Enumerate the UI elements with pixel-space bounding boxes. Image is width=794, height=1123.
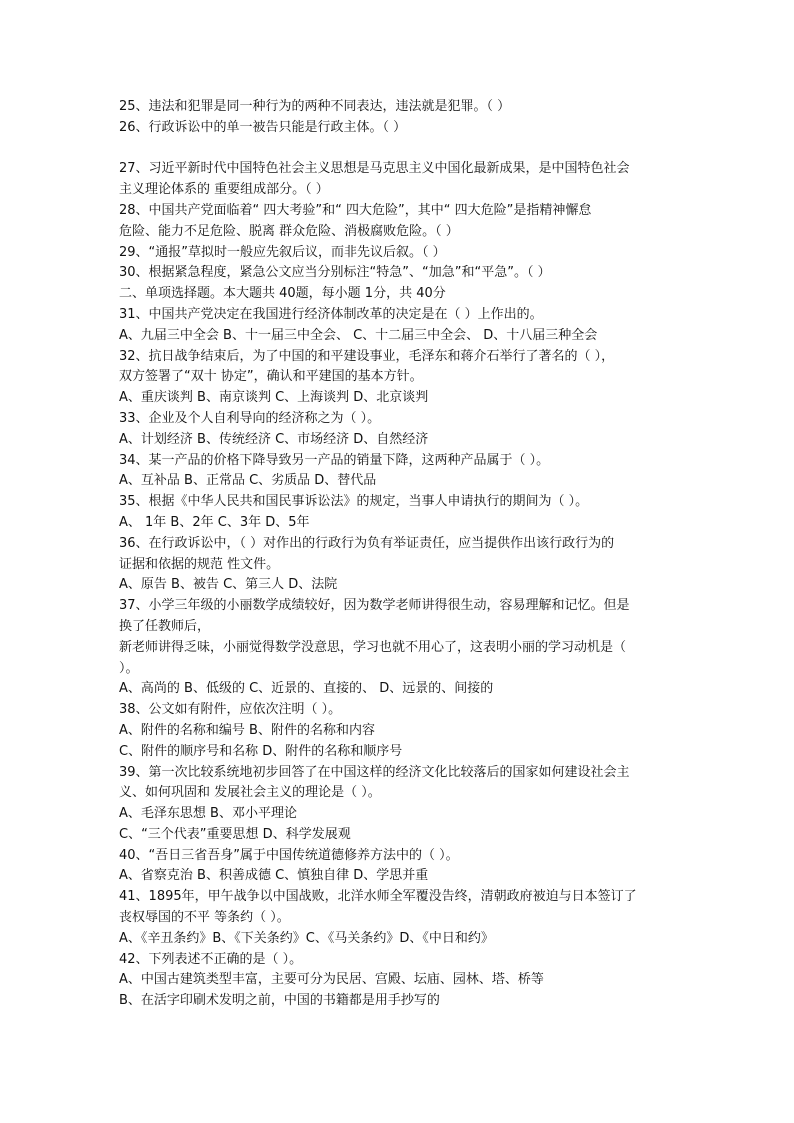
text-line: 38、公文如有附件，应依次注明（ ）。 [119, 702, 342, 718]
text-line: 30、根据紧急程度，紧急公文应当分别标注“特急”、“加急”和“平急”。（ ） [119, 265, 551, 281]
text-line: 新老师讲得乏味，小丽觉得数学没意思，学习也就不用心了，这表明小丽的学习动机是（ [119, 639, 627, 655]
text-line: 40、“吾日三省吾身”属于中国传统道德修养方法中的（ ）。 [119, 847, 459, 863]
text-line: A、毛泽东思想 B、邓小平理论 [119, 806, 297, 822]
text-line: A、重庆谈判 B、南京谈判 C、上海谈判 D、北京谈判 [119, 390, 429, 406]
text-line: 丧权辱国的不平 等条约（ ）。 [119, 910, 290, 926]
text-line: 29、“通报”草拟时一般应先叙后议，而非先议后叙。（ ） [119, 244, 446, 260]
text-line: A、高尚的 B、低级的 C、近景的、直接的、 D、远景的、间接的 [119, 681, 494, 697]
text-line: 义、如何巩固和 发展社会主义的理论是（ ）。 [119, 785, 381, 801]
text-line: A、省察克治 B、积善成德 C、慎独自律 D、学思并重 [119, 868, 429, 884]
text-line: C、“三个代表”重要思想 D、科学发展观 [119, 826, 351, 842]
text-line: 28、中国共产党面临着“ 四大考验”和“ 四大危险”，其中“ 四大危险”是指精神懈怠 [119, 202, 592, 218]
text-line: 36、在行政诉讼中，（ ）对作出的行政行为负有举证责任，应当提供作出该行政行为的 [119, 535, 615, 551]
text-line: 双方签署了“双十 协定”，确认和平建国的基本方针。 [119, 369, 423, 385]
text-line: 换了任教师后， [119, 618, 211, 634]
text-line: B、在活字印刷术发明之前，中国的书籍都是用手抄写的 [119, 993, 440, 1009]
text-line: 证据和依据的规范 性文件。 [119, 556, 280, 572]
text-line: A、中国古建筑类型丰富，主要可分为民居、宫殿、坛庙、园林、塔、桥等 [119, 972, 544, 988]
text-line: 42、下列表述不正确的是（ ）。 [119, 951, 303, 967]
text-line: 39、第一次比较系统地初步回答了在中国这样的经济文化比较落后的国家如何建设社会主 [119, 764, 630, 780]
text-line: A、原告 B、被告 C、第三人 D、法院 [119, 577, 338, 593]
text-line: A、互补品 B、正常品 C、劣质品 D、替代品 [119, 473, 377, 489]
blank-line [119, 139, 679, 160]
text-line: 37、小学三年级的小丽数学成绩较好，因为数学老师讲得很生动，容易理解和记忆。但是 [119, 598, 630, 614]
text-line: A、计划经济 B、传统经济 C、市场经济 D、自然经济 [119, 431, 429, 447]
text-line: 危险、能力不足危险、脱离 群众危险、消极腐败危险。（ ） [119, 223, 459, 239]
text-line: 27、习近平新时代中国特色社会主义思想是马克思主义中国化最新成果，是中国特色社会 [119, 161, 630, 177]
text-line: 25、违法和犯罪是同一种行为的两种不同表达，违法就是犯罪。（ ） [119, 99, 511, 114]
text-line: A、附件的名称和编号 B、附件的名称和内容 [119, 722, 375, 738]
text-line: 二、单项选择题。本大题共 40题，每小题 1分，共 40分 [119, 286, 446, 302]
text-line: 33、企业及个人自利导向的经济称之为（ ）。 [119, 410, 381, 426]
text-line: 41、1895年，甲午战争以中国战败，北洋水师全军覆没告终，清朝政府被迫与日本签订了 [119, 889, 637, 905]
text-line: A、九届三中全会 B、十一届三中全会、 C、十二届三中全会、 D、十八届三种全会 [119, 327, 598, 343]
text-line: 26、行政诉讼中的单一被告只能是行政主体。（ ） [119, 119, 407, 135]
text-line: C、附件的顺序号和名称 D、附件的名称和顺序号 [119, 743, 403, 759]
text-line: 主义理论体系的 重要组成部分。（ ） [119, 182, 329, 198]
text-line: 34、某一产品的价格下降导致另一产品的销量下降，这两种产品属于（ ）。 [119, 452, 550, 468]
text-line: 32、抗日战争结束后，为了中国的和平建设事业，毛泽东和蒋介石举行了著名的（ ）， [119, 348, 615, 364]
text-line: ）。 [119, 660, 139, 676]
text-line: 35、根据《中华人民共和国民事诉讼法》的规定，当事人申请执行的期间为（ ）。 [119, 494, 589, 510]
text-line: A、《辛丑条约》B、《下关条约》C、《马关条约》D、《中日和约》 [119, 930, 494, 946]
text-line: 31、中国共产党决定在我国进行经济体制改革的决定是在（ ）上作出的。 [119, 306, 543, 322]
document-body [119, 97, 679, 1012]
text-line: A、 1年 B、2年 C、3年 D、5年 [119, 514, 310, 530]
